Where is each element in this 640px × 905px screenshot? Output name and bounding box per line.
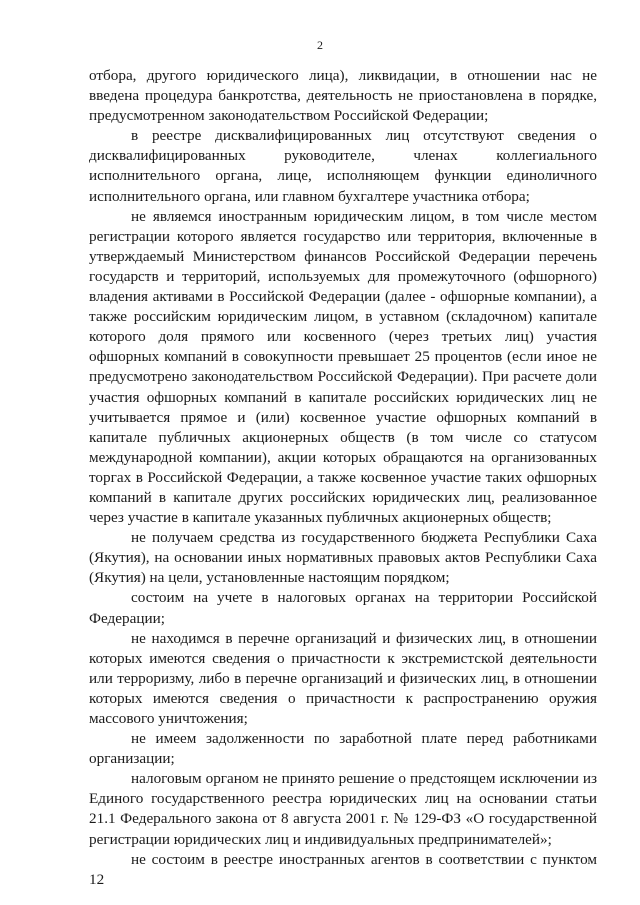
paragraph-tax-registration: состоим на учете в налоговых органах на территории Российской Федерации; [89, 589, 597, 627]
paragraph-offshore-companies: не являемся иностранным юридическим лицом, в том числе местом регистрации которого является государство или территория, включенные в утверждаемый Министерством финансов Российской Федерации перечень государств и территорий, используемых для промежуточного (офшорного) владения активами в Российской Федерации (далее - офшорные компании), а также российским юридическим лицом, в уставном (складочном) капитале которого доля прямого или косвенного (через третьих лиц) участия офшорных компаний в совокупности превышает 25 процентов (если иное не предусмотрено законодательством Российской Федерации). При расчете доли участия офшорных компаний в капитале российских юридических лиц не учитывается прямое и (или) косвенное участие офшорных компаний в капитале публичных акционерных обществ (в том числе со статусом международной компании), акции которых обращаются на организованных торгах в Российской Федерации, а также косвенное участие таких офшорных компаний в капитале других российских юридических лиц, реализованное через участие в капитале указанных публичных акционерных обществ; [89, 207, 597, 527]
paragraph-budget-funds: не получаем средства из государственного бюджета Республики Саха (Якутия), на основании иных нормативных правовых актов Республики Саха (Якутия) на цели, установленные настоящим порядком; [89, 529, 597, 587]
paragraph-bankruptcy-continued: отбора, другого юридического лица), ликвидации, в отношении нас не введена процедура банкротства, деятельность не приостановлена в порядке, предусмотренном законодательством Российской Федерации; [89, 67, 597, 125]
paragraph-foreign-agents: не состоим в реестре иностранных агентов в соответствии с пунктом 12 [89, 850, 597, 888]
page-number: 2 [317, 38, 323, 52]
paragraph-salary-debt: не имеем задолженности по заработной плате перед работниками организации; [89, 730, 597, 768]
paragraph-egrul-exclusion: налоговым органом не принято решение о предстоящем исключении из Единого государственного реестра юридических лиц на основании статьи 21.1 Федерального закона от 8 августа 2001 г. № 129-ФЗ «О государственной регистрации юридических лиц и индивидуальных предпринимателей»; [89, 770, 597, 848]
paragraph-extremism-list: не находимся в перечне организаций и физических лиц, в отношении которых имеются сведения о причастности к экстремистской деятельности или терроризму, либо в перечне организаций и физических лиц, в отношении которых имеются сведения о причастности к распространению оружия массового уничтожения; [89, 629, 597, 727]
document-body [89, 66, 597, 890]
paragraph-disqualified-persons: в реестре дисквалифицированных лиц отсутствуют сведения о дисквалифицированных руководителе, членах коллегиального исполнительного органа, лице, исполняющем функции единоличного исполнительного органа, или главном бухгалтере участника отбора; [89, 127, 597, 205]
